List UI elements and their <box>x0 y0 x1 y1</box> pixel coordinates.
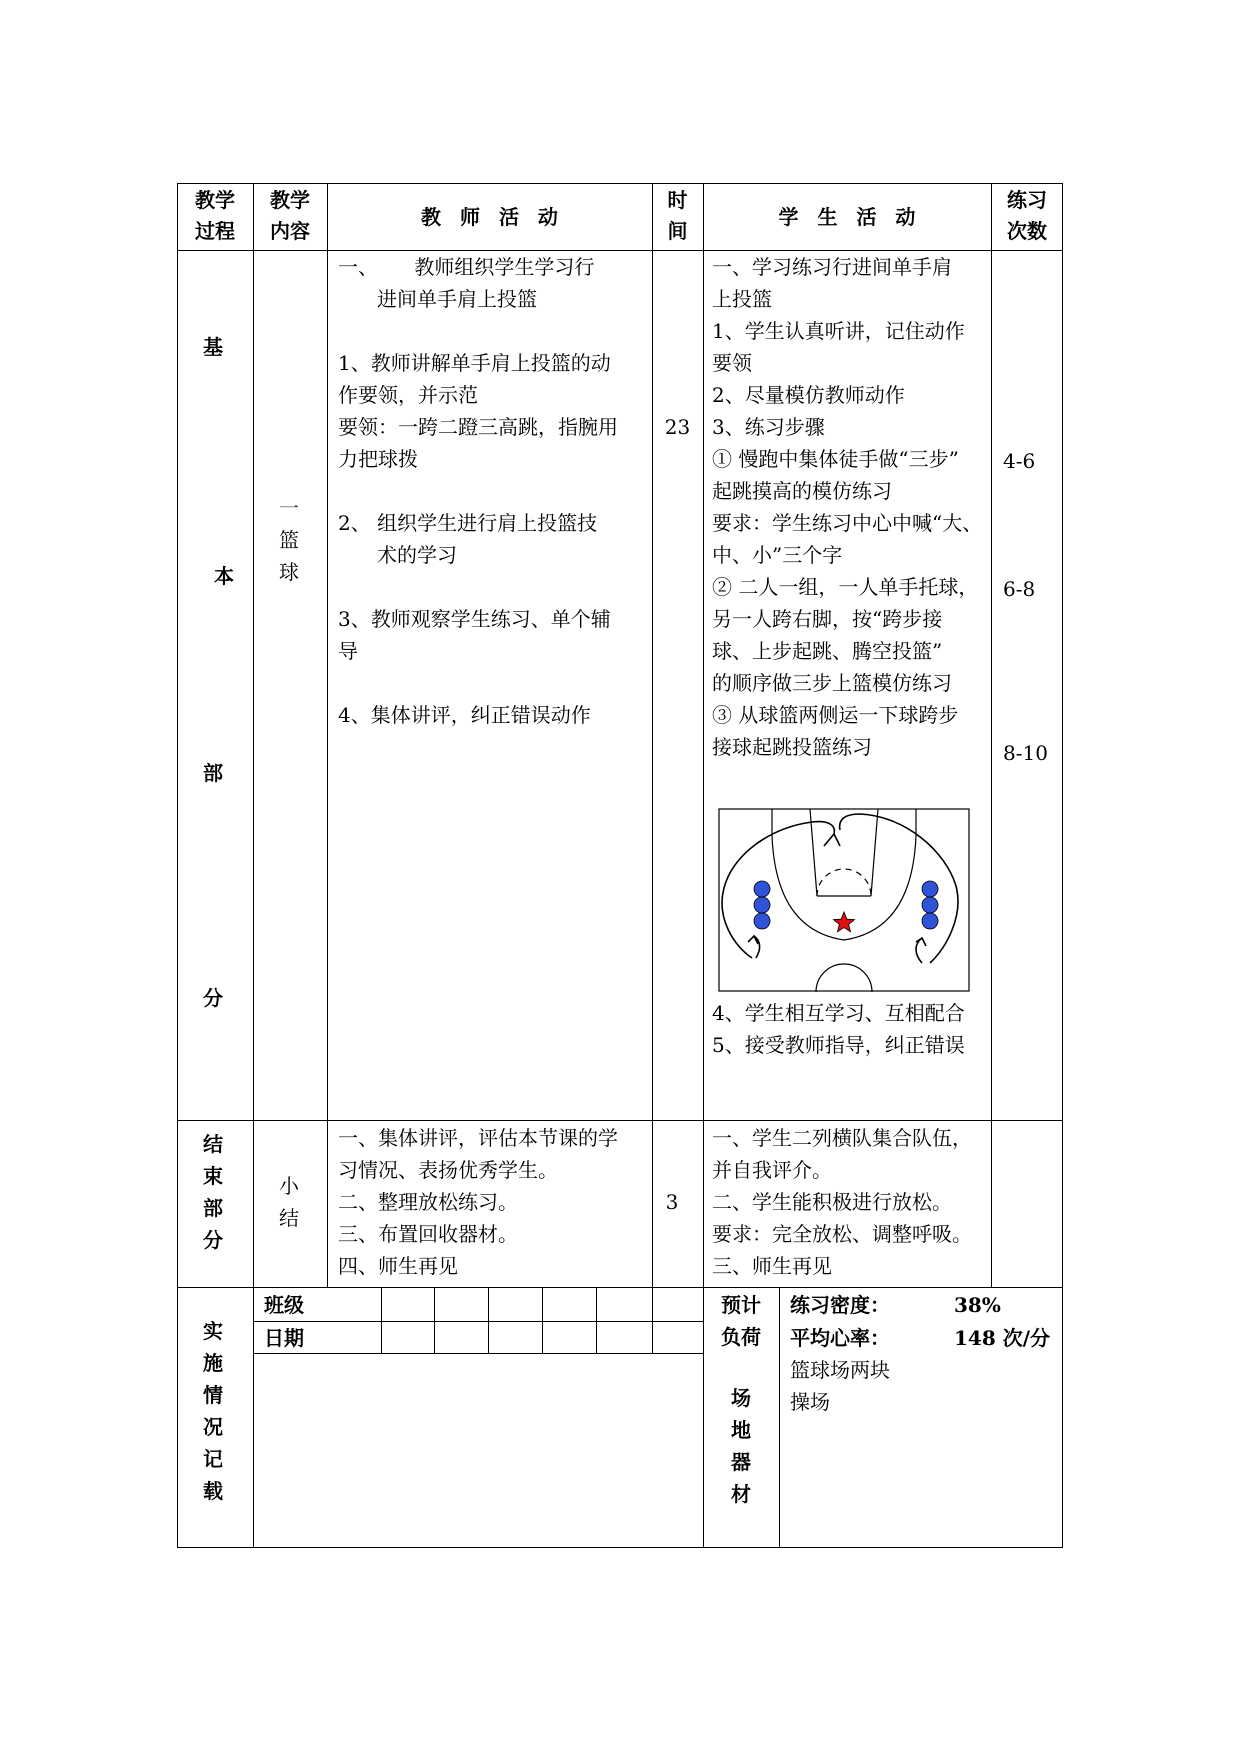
player-left-1 <box>754 881 770 897</box>
ending-teacher-line-2: 习情况、表扬优秀学生。 <box>338 1158 558 1182</box>
impl-section-char-2: 施 <box>203 1351 223 1375</box>
practice-count-2: 6-8 <box>1003 577 1036 601</box>
movement-path-right <box>840 814 958 963</box>
col-divider-5 <box>779 1287 780 1548</box>
basic-student-line-3: 1、学生认真听讲，记住动作 <box>712 319 965 343</box>
header-time-line2: 间 <box>667 219 688 243</box>
basic-student-line-16: 接球起跳投篮练习 <box>712 735 872 759</box>
venue-char-4: 材 <box>731 1482 751 1506</box>
basic-student-line-9: 要求：学生练习中心中喊“大、 <box>712 511 983 535</box>
grid-line-d <box>542 1287 543 1353</box>
col-divider-6 <box>991 183 992 1287</box>
basic-teacher-line-2: 进间单手肩上投篮 <box>377 287 537 311</box>
player-left-3 <box>754 913 770 929</box>
load-label-line2: 负荷 <box>721 1325 761 1349</box>
basic-student-line-15: ③ 从球篮两侧运一下球跨步 <box>712 703 959 727</box>
ending-time: 3 <box>665 1190 679 1214</box>
basic-student-line-6: 3、练习步骤 <box>712 415 825 439</box>
venue-char-1: 场 <box>731 1386 751 1410</box>
movement-path-left-hook <box>748 936 760 958</box>
load-label-line1: 预计 <box>721 1293 761 1317</box>
grid-line-a <box>381 1287 382 1353</box>
basic-student-line-12: 另一人跨右脚，按“跨步接 <box>712 607 943 631</box>
player-group-left <box>754 881 770 929</box>
basic-content-char-2: 篮 <box>279 528 299 552</box>
basic-student-line-1: 一、学习练习行进间单手肩 <box>712 255 952 279</box>
header-content-line2: 内容 <box>270 219 310 243</box>
row-divider-ending <box>177 1287 1063 1288</box>
grid-line-c <box>488 1287 489 1353</box>
load-label <box>703 1289 779 1353</box>
impl-section-char-4: 况 <box>203 1415 223 1439</box>
header-time-line1: 时 <box>667 188 688 212</box>
basic-teacher-line-5: 要领：一跨二蹬三高跳，指腕用 <box>338 415 618 439</box>
venue-line-1: 篮球场两块 <box>790 1358 890 1382</box>
basic-teacher-line-9: 3、教师观察学生练习、单个辅 <box>338 607 611 631</box>
date-label: 日期 <box>264 1326 304 1350</box>
movement-path-left <box>722 822 834 958</box>
header-content-line1: 教学 <box>270 188 310 212</box>
basic-student-line-13: 球、上步起跳、腾空投篮” <box>712 639 943 663</box>
row-divider-class-date <box>253 1321 703 1322</box>
class-label: 班级 <box>264 1293 304 1317</box>
ending-content-char-2: 结 <box>279 1206 299 1230</box>
practice-count-3: 8-10 <box>1003 741 1048 765</box>
density-value: 38% <box>954 1293 1001 1317</box>
basic-student-line-4: 要领 <box>712 351 752 375</box>
impl-section-char-6: 载 <box>203 1479 223 1503</box>
ending-student-line-2: 并自我评介。 <box>712 1158 832 1182</box>
impl-section-char-1: 实 <box>203 1319 223 1343</box>
ending-section-char-2: 束 <box>203 1164 223 1188</box>
player-left-2 <box>754 897 770 913</box>
heart-rate-value: 148 次/分 <box>954 1326 1051 1350</box>
ending-student-line-5: 三、师生再见 <box>712 1254 832 1278</box>
player-right-1 <box>922 881 938 897</box>
court-center-arc <box>816 964 872 992</box>
header-process <box>177 185 253 247</box>
venue-line-2: 操场 <box>790 1390 830 1414</box>
col-divider-3b <box>652 1120 653 1353</box>
basic-content-char-1: 一 <box>279 496 299 520</box>
venue-char-3: 器 <box>731 1450 751 1474</box>
row-divider-date-bottom <box>253 1353 703 1354</box>
basket-star <box>834 912 855 932</box>
ending-student-line-1: 一、学生二列横队集合队伍， <box>712 1126 972 1150</box>
basic-student-line-10: 中、小”三个字 <box>712 543 843 567</box>
player-right-3 <box>922 913 938 929</box>
heart-rate-label: 平均心率： <box>790 1326 890 1350</box>
col-divider-1 <box>253 183 254 1548</box>
ending-content-char-1: 小 <box>279 1174 299 1198</box>
basic-section-char-4: 分 <box>203 986 223 1010</box>
venue-char-2: 地 <box>731 1418 751 1442</box>
ending-section-char-1: 结 <box>203 1132 223 1156</box>
basic-time: 23 <box>664 415 691 439</box>
basic-student-line-5: 2、尽量模仿教师动作 <box>712 383 905 407</box>
basic-section-char-3: 部 <box>203 761 223 785</box>
impl-section-char-3: 情 <box>203 1383 223 1407</box>
court-lane-right <box>871 809 878 896</box>
header-student-activity: 学 生 活 动 <box>778 205 916 229</box>
grid-line-e <box>596 1287 597 1353</box>
header-count-line1: 练习 <box>1007 188 1047 212</box>
header-content <box>253 185 327 247</box>
col-divider-2 <box>327 183 328 1287</box>
ending-teacher-line-5: 四、师生再见 <box>338 1254 458 1278</box>
basic-teacher-line-3: 1、教师讲解单手肩上投篮的动 <box>338 351 611 375</box>
basic-section-char-1: 基 <box>203 335 223 359</box>
basic-student-line-2: 上投篮 <box>712 287 772 311</box>
header-count-line2: 次数 <box>1007 219 1047 243</box>
basic-teacher-line-8: 术的学习 <box>377 543 457 567</box>
arrow-into-key-left <box>824 834 840 846</box>
ending-teacher-line-4: 三、布置回收器材。 <box>338 1222 518 1246</box>
basic-section-char-2: 本 <box>214 564 234 588</box>
ending-student-line-4: 要求：完全放松、调整呼吸。 <box>712 1222 972 1246</box>
basic-student-line-8: 起跳摸高的模仿练习 <box>712 479 892 503</box>
basic-student-after-2: 5、接受教师指导，纠正错误 <box>712 1033 965 1057</box>
basketball-court-diagram <box>718 808 970 992</box>
ending-section-char-3: 部 <box>203 1196 223 1220</box>
col-divider-3 <box>652 183 653 1120</box>
row-divider-basic <box>177 1120 1063 1121</box>
density-label: 练习密度： <box>790 1293 890 1317</box>
player-right-2 <box>922 897 938 913</box>
basic-student-line-7: ① 慢跑中集体徒手做“三步” <box>712 447 959 471</box>
ending-student-line-3: 二、学生能积极进行放松。 <box>712 1190 952 1214</box>
basic-student-line-14: 的顺序做三步上篮模仿练习 <box>712 671 952 695</box>
basic-teacher-line-7: 2、 组织学生进行肩上投篮技 <box>338 511 598 535</box>
ending-teacher-line-1: 一、集体讲评，评估本节课的学 <box>338 1126 618 1150</box>
player-group-right <box>922 881 938 929</box>
basic-student-line-11: ② 二人一组，一人单手托球， <box>712 575 979 599</box>
header-time <box>652 185 703 247</box>
basic-content-char-3: 球 <box>279 560 299 584</box>
movement-path-right-hook <box>916 938 926 963</box>
basic-teacher-line-4: 作要领，并示范 <box>338 383 478 407</box>
header-practice-count <box>991 185 1063 247</box>
basic-teacher-line-1: 一、 教师组织学生学习行 <box>338 255 595 279</box>
practice-count-1: 4-6 <box>1003 449 1036 473</box>
basic-student-after-1: 4、学生相互学习、互相配合 <box>712 1001 965 1025</box>
grid-line-b <box>434 1287 435 1353</box>
header-process-line2: 过程 <box>195 219 235 243</box>
basic-teacher-line-6: 力把球拨 <box>338 447 418 471</box>
court-key-arc-dashed <box>817 869 871 896</box>
impl-section-char-5: 记 <box>203 1447 223 1471</box>
ending-section-char-4: 分 <box>203 1228 223 1252</box>
basic-teacher-line-11: 4、集体讲评，纠正错误动作 <box>338 703 591 727</box>
ending-teacher-line-3: 二、整理放松练习。 <box>338 1190 518 1214</box>
header-teacher-activity: 教 师 活 动 <box>421 205 558 229</box>
header-process-line1: 教学 <box>195 188 235 212</box>
basic-teacher-line-10: 导 <box>338 639 358 663</box>
